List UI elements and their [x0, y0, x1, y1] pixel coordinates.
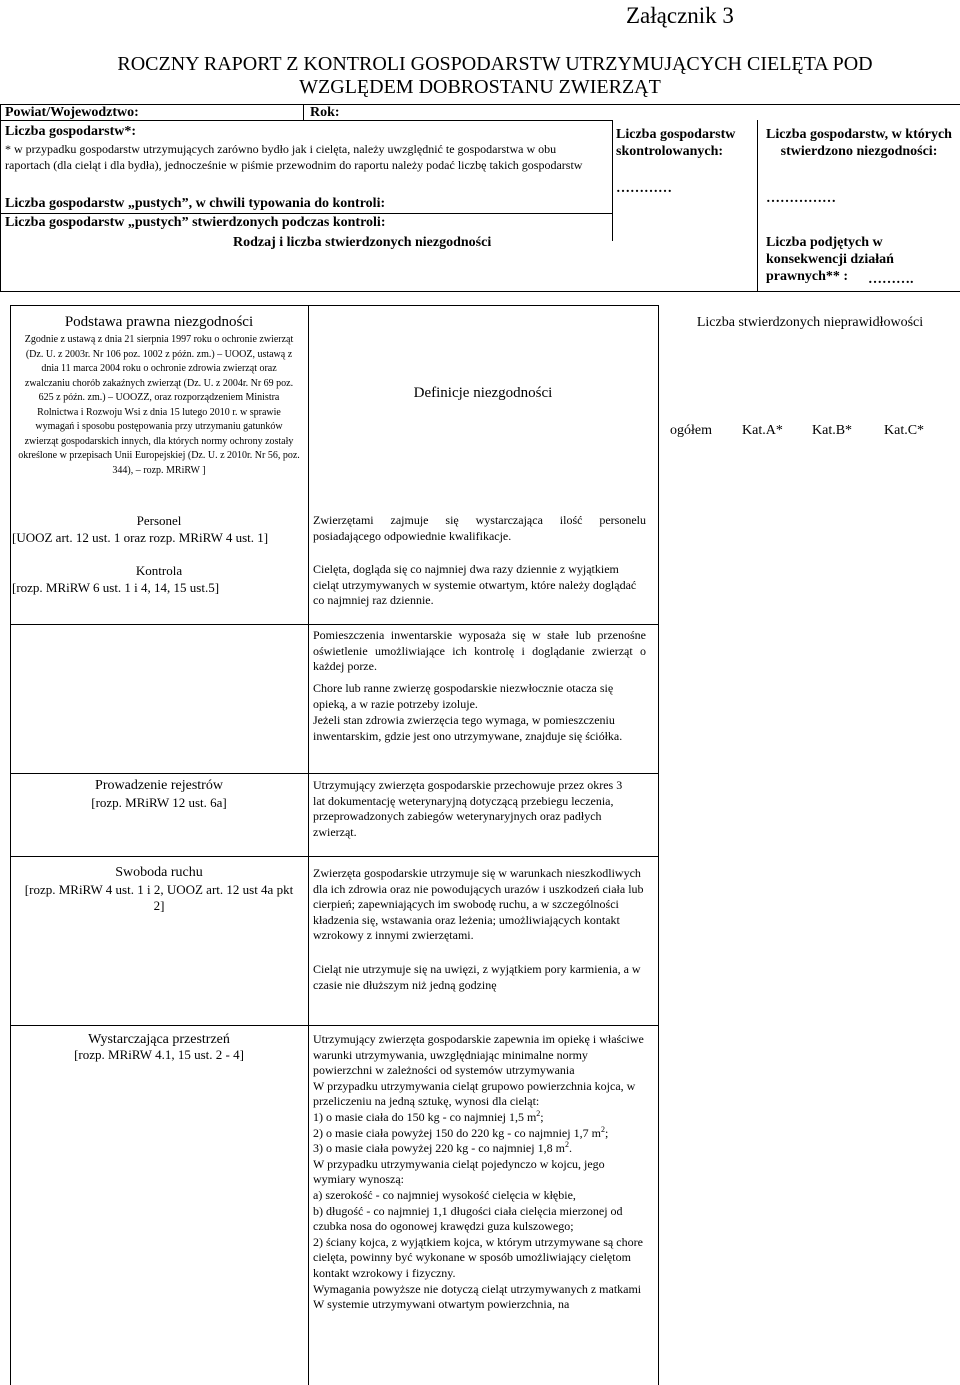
space-def-length: b) długość - co najmniej 1,1 długości ciała cielęcia mierzonej od czubka nosa do ogonowej krawędzi guza kulszowego;: [313, 1203, 623, 1234]
sick-animal-definition: Chore lub ranne zwierzę gospodarskie niezwłocznie otacza się opieką, a w razie potrzeby izoluje.: [313, 681, 614, 711]
empty-at-inspection-label: Liczba gospodarstw „pustych”, w chwili typowania do kontroli:: [5, 196, 386, 211]
space-title: Wystarczająca przestrzeń: [88, 1032, 230, 1047]
personel-ref: [UOOZ art. 12 ust. 1 oraz rozp. MRiRW 4 ust. 1]: [12, 530, 269, 545]
kat-b-header: Kat.B*: [812, 423, 853, 438]
space-def-single: W przypadku utrzymywania cieląt pojedynczo w kojcu, jego wymiary wynoszą:: [313, 1156, 605, 1187]
inspected-count-label: Liczba gospodarstw skontrolowanych:: [616, 127, 736, 160]
space-def-over220: 3) o masie ciała powyżej 220 kg - co najmniej 1,8 $m^2$.: [313, 1140, 572, 1156]
space-def-150: 1) o masie ciała do 150 kg - co najmniej 1,5 $m^2$;: [313, 1108, 544, 1124]
kontrola-definition: Cielęta, dogląda się co najmniej dwa razy dziennie z wyjątkiem cieląt utrzymywanych w systemie otwartym, które należy doglądać co najmniej raz dziennie.: [313, 562, 637, 608]
kat-c-header: Kat.C*: [884, 423, 925, 438]
empty-found-label: Liczba gospodarstw „pustych” stwierdzonych podczas kontroli:: [5, 215, 386, 230]
kontrola-title: Kontrola: [135, 563, 183, 578]
count-header: Liczba stwierdzonych nieprawidłowości: [696, 315, 924, 330]
tether-definition: Cieląt nie utrzymuje się na uwięzi, z wyjątkiem pory karmienia, a w czasie nie dłuższym niż jedną godzinę: [313, 962, 641, 992]
freedom-ref: [rozp. MRiRW 4 ust. 1 i 2, UOOZ art. 12 ust 4a pkt 2]: [24, 882, 294, 913]
space-def-width: a) szerokość - co najmniej wysokość cielęcia w kłębie,: [313, 1187, 576, 1202]
powiat-label: Powiat/Wojewodztwo:: [5, 105, 139, 120]
space-def-220: 2) o masie ciała powyżej 150 do 220 kg - co najmniej 1,7 $m^2$;: [313, 1124, 609, 1140]
farm-count-label: Liczba gospodarstw*:: [5, 124, 137, 139]
legal-basis-text: Zgodnie z ustawą z dnia 21 sierpnia 1997 roku o ochronie zwierząt (Dz. U. z 2003r. Nr 106 poz. 1002 z późn. zm.) – UOOZ, ustawą z dnia 11 marca 2004 roku o ochronie zdrowia zwierząt oraz zwalczaniu chorób zakaźnych zwierząt (Dz. U. z 2004r. Nr 69 poz. 625 z późn. zm.) – UOOZZ, oraz rozporządzeniem Ministra Rolnictwa i Rozwoju Wsi z dnia 15 lutego 2010 r. w sprawie wymagań i sposobu postępowania przy utrzymaniu gatunków zwierząt gospodarskich innych, dla których normy ochrony zostały określone w przepisach Unii Europejskiej (Dz. U. z 2010r. Nr 56, poz. 344), – rozp. MRiRW ]: [18, 334, 300, 476]
space-def-mothers: Wymagania powyższe nie dotyczą cieląt utrzymywanych z matkami: [313, 1281, 642, 1296]
space-def-open: W systemie utrzymywani otwartym powierzchnia, na: [313, 1297, 570, 1312]
personel-definition: Zwierzętami zajmuje się wystarczająca ilość personelu posiadającego odpowiednie kwalifikacje.: [313, 513, 646, 543]
personel-title: Personel: [136, 513, 182, 528]
total-header: ogółem: [670, 423, 712, 438]
kontrola-ref: [rozp. MRiRW 6 ust. 1 i 4, 14, 15 ust.5]: [12, 580, 220, 595]
legal-basis-header: Podstawa prawna niezgodności: [64, 314, 254, 330]
records-ref: [rozp. MRiRW 12 ust. 6a]: [91, 795, 227, 810]
definitions-header: Definicje niezgodności: [413, 385, 553, 401]
space-def-group: W przypadku utrzymywania cieląt grupowo powierzchnia kojca, w przeliczeniu na jedną sztukę, wynosi dla cieląt:: [313, 1078, 636, 1109]
records-title: Prowadzenie rejestrów: [95, 778, 223, 793]
space-definition: [313, 1032, 646, 1313]
space-def-intro: Utrzymujący zwierzęta gospodarskie zapewnia im opiekę i właściwe warunki utrzymywania, uwzględniając minimalne normy powierzchni w zależności od systemów utrzymywania: [313, 1032, 644, 1078]
nonconformity-kinds-label: Rodzaj i liczba stwierdzonych niezgodności: [233, 235, 492, 250]
found-count-value: ……………: [766, 191, 836, 206]
legal-actions-label: Liczba podjętych w konsekwencji działań prawnych** :: [766, 235, 894, 285]
rok-label: Rok:: [310, 105, 340, 120]
freedom-title: Swoboda ruchu: [115, 865, 203, 880]
space-def-walls: 2) ściany kojca, z wyjątkiem kojca, w którym utrzymywane są chore cielęta, powinny być wykonane w sposób umożliwiający cielętom kontakt wzrokowy i fizyczny.: [313, 1234, 643, 1280]
space-ref: [rozp. MRiRW 4.1, 15 ust. 2 - 4]: [74, 1047, 244, 1062]
records-definition: Utrzymujący zwierzęta gospodarskie przechowuje przez okres 3 lat dokumentację weterynaryjną dotyczącą przebiegu leczenia, przeprowadzonych zabiegów weterynaryjnych oraz padłych zwierząt.: [313, 778, 623, 839]
report-title-line2: WZGLĘDEM DOBROSTANU ZWIERZĄT: [299, 76, 661, 98]
attachment-label: Załącznik 3: [626, 3, 734, 28]
farm-count-note: * w przypadku gospodarstw utrzymujących zarówno bydło jak i cielęta, należy uwzględnić te gospodarstwa w obu raportach (dla cieląt i dla bydła), jednocześnie w piśmie przewodnim do raportu należy podać liczbę takich gospodarstw: [5, 142, 583, 172]
report-title-line1: ROCZNY RAPORT Z KONTROLI GOSPODARSTW UTRZYMUJĄCYCH CIELĘTA POD: [117, 53, 873, 75]
lighting-definition: Pomieszczenia inwentarskie wyposaża się w stałe lub przenośne oświetlenie umożliwiające ich kontrolę i doglądanie zwierząt o każdej porze.: [313, 628, 646, 674]
freedom-definition: Zwierzęta gospodarskie utrzymuje się w warunkach nieszkodliwych dla ich zdrowia oraz nie powodujących urazów i uszkodzeń ciała lub cierpień; zapewniających im swobodę ruchu, a w szczególności kładzenia się, wstawania oraz leżenia; umożliwiających kontakt wzrokowy z innymi zwierzętami.: [313, 866, 644, 943]
kat-a-header: Kat.A*: [742, 423, 783, 438]
inspected-count-value: …………: [616, 181, 672, 196]
legal-actions-value: ……….: [868, 272, 914, 287]
bedding-definition: Jeżeli stan zdrowia zwierzęcia tego wymaga, w pomieszczeniu inwentarskim, gdzie jest ono utrzymywane, znajduje się ściółka.: [313, 713, 623, 743]
found-count-label: Liczba gospodarstw, w których stwierdzono niezgodności:: [766, 127, 952, 160]
